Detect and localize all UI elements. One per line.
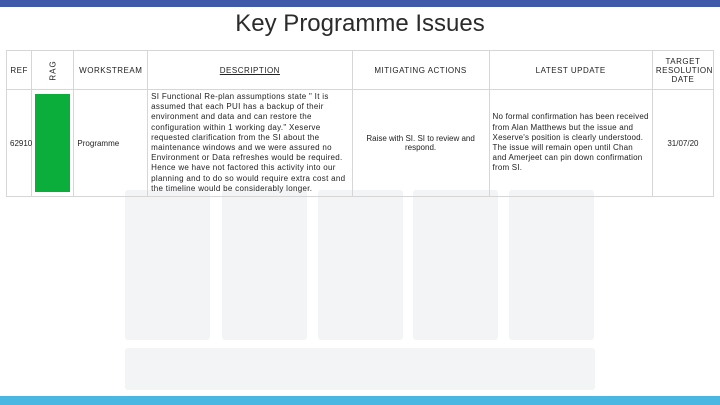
header-target-resolution-date: TARGET RESOLUTION DATE xyxy=(652,51,713,90)
header-ref: REF xyxy=(7,51,32,90)
issues-table xyxy=(6,50,714,197)
rag-status-indicator xyxy=(35,94,70,192)
header-rag xyxy=(32,51,74,90)
cell-mitigating-actions: Raise with SI. SI to review and respond. xyxy=(352,90,489,197)
cell-ref: 62910 xyxy=(7,90,32,197)
table-row xyxy=(7,90,714,197)
bottom-accent-bar xyxy=(0,396,720,405)
header-description xyxy=(148,51,352,90)
table-header-row xyxy=(7,51,714,90)
background-shape xyxy=(222,190,307,340)
background-shape xyxy=(318,190,403,340)
header-description-label: DESCRIPTION xyxy=(219,65,280,75)
background-shape xyxy=(125,348,595,390)
cell-target-resolution-date: 31/07/20 xyxy=(652,90,713,197)
page-title: Key Programme Issues xyxy=(235,10,485,37)
header-latest-update: LATEST UPDATE xyxy=(489,51,652,90)
header-rag-label: RAG xyxy=(48,59,58,81)
background-shape xyxy=(125,190,210,340)
cell-workstream: Programme xyxy=(74,90,148,197)
background-shape xyxy=(509,190,594,340)
cell-rag-status xyxy=(32,90,74,197)
cell-latest-update: No formal confirmation has been received from Alan Matthews but the issue and Xeserve's position is clearly understood. The issue will remain open until Chan and Amerjeet can pin down confirmation from SI. xyxy=(489,90,652,197)
background-shape xyxy=(413,190,498,340)
header-mitigating-actions: MITIGATING ACTIONS xyxy=(352,51,489,90)
header-workstream: WORKSTREAM xyxy=(74,51,148,90)
cell-description: SI Functional Re-plan assumptions state " It is assumed that each PUI has a backup of their environment and data and can restore the configuration within 1 working day." Xeserve requested clarification from the SI about the maintenance windows and we were assured no Environment or Data refreshes would be required. Hence we have not factored this activity into our planning and to do so would require extra cost and the timeline would be considerably longer. xyxy=(148,90,352,197)
